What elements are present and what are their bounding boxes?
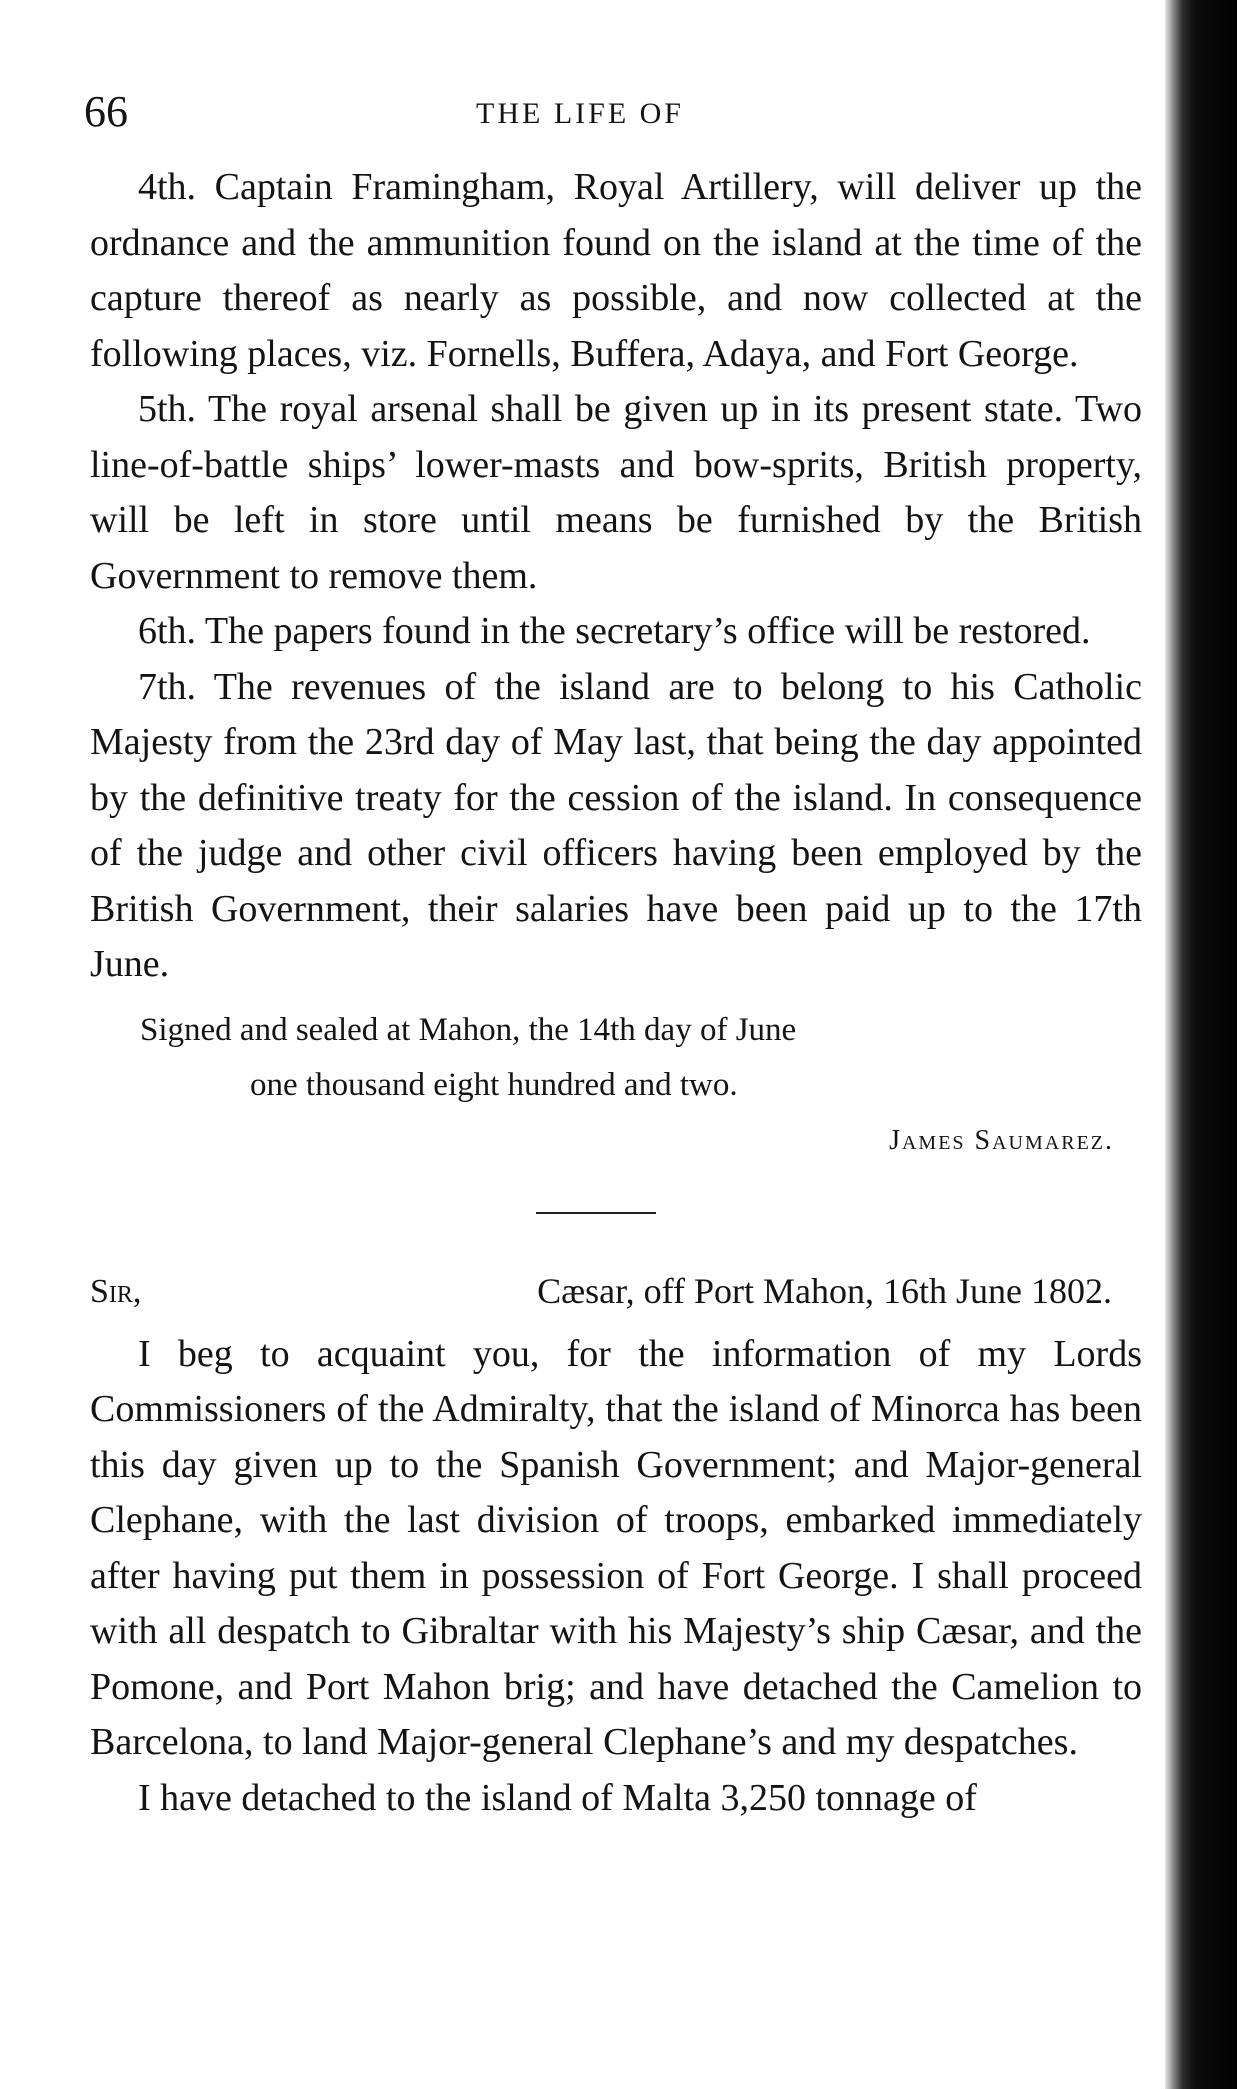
body-text <box>90 160 1142 1826</box>
binding-edge <box>1165 0 1237 2089</box>
page-number: 66 <box>84 87 128 136</box>
running-head: THE LIFE OF <box>476 97 684 130</box>
article-4-paragraph: 4th. Captain Framingham, Royal Artillery, will deliver up the ordnance and the ammunition found on the island at the time of the capture thereof as nearly as possible, and now collected at the following places, viz. Fornells, Buffera, Adaya, and Fort George. <box>90 166 1142 375</box>
letter-paragraph: I have detached to the island of Malta 3,250 tonnage of <box>138 1776 977 1819</box>
page-header <box>84 82 1154 142</box>
article-7-paragraph: 7th. The revenues of the island are to belong to his Catholic Majesty from the 23rd day of May last, that being the day appointed by the definitive treaty for the cession of the island. In consequence of the judge and other civil officers having been employed by the British Government, their salaries have been paid up to the 17th June. <box>90 665 1142 985</box>
signature-line-1: Signed and sealed at Mahon, the 14th day of June <box>140 1011 797 1048</box>
letter-dateline: Cæsar, off Port Mahon, 16th June 1802. <box>537 1270 1112 1311</box>
signature-block <box>90 1003 1142 1168</box>
article-5-paragraph: 5th. The royal arsenal shall be given up in its present state. Two line-of-battle ships’ lower-masts and bow-sprits, British property, will be left in store until means be furnished by the British Government to remove them. <box>90 388 1142 597</box>
signer-name: James Saumarez. <box>889 1124 1114 1156</box>
letter-heading <box>90 1264 1142 1319</box>
letter-paragraph: I beg to acquaint you, for the information of my Lords Commissioners of the Admiralty, that the island of Minorca has been this day given up to the Spanish Government; and Major-general Clephane, with the last division of troops, embarked immediately after having put them in possession of Fort George. I shall proceed with all despatch to Gibraltar with his Majesty’s ship Cæsar, and the Pomone, and Port Mahon brig; and have detached the Camelion to Barcelona, to land Major-general Clephane’s and my despatches. <box>90 1332 1142 1763</box>
section-divider <box>536 1212 656 1214</box>
signature-line-2: one thousand eight hundred and two. <box>250 1066 738 1103</box>
article-6-paragraph: 6th. The papers found in the secretary’s office will be restored. <box>138 610 1091 652</box>
salutation: Sir, <box>90 1272 142 1310</box>
